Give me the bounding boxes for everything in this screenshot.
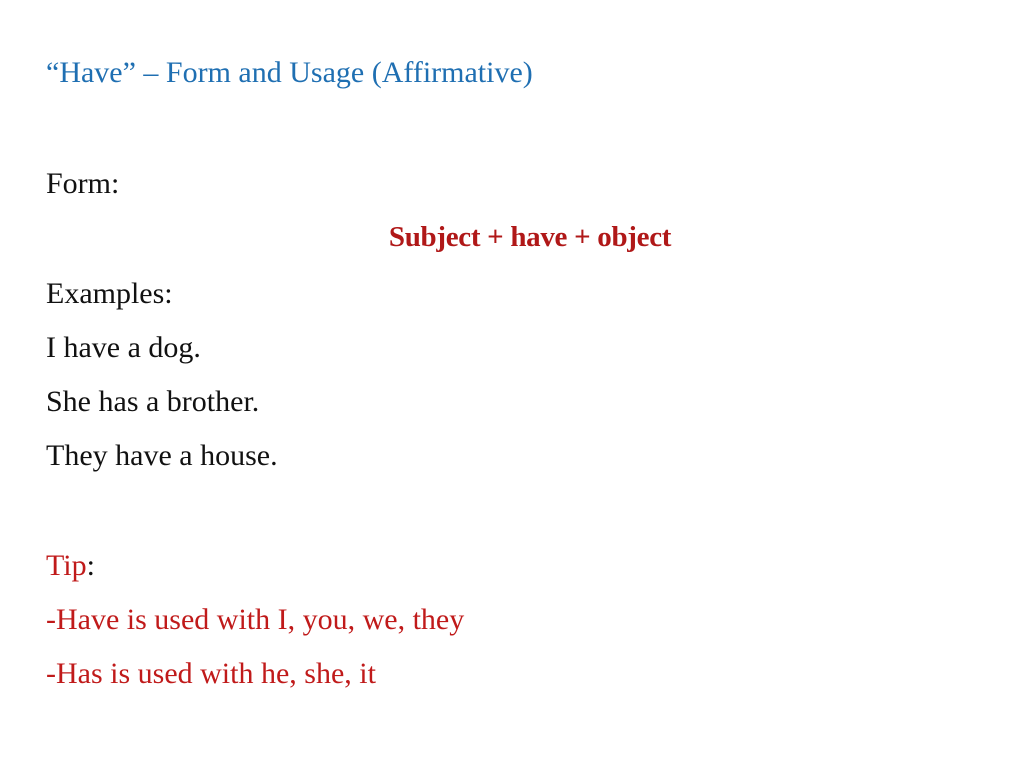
slide-title: “Have” – Form and Usage (Affirmative) xyxy=(46,56,533,89)
form-label: Form: xyxy=(46,167,120,200)
tip-label: Tip xyxy=(46,549,87,582)
formula: Subject + have + object xyxy=(388,221,672,253)
examples-label: Examples: xyxy=(46,277,173,310)
example-item: They have a house. xyxy=(46,439,278,472)
example-item: She has a brother. xyxy=(46,385,260,418)
tip-heading xyxy=(46,548,95,584)
tip-colon: : xyxy=(86,549,95,582)
tip-item: -Have is used with I, you, we, they xyxy=(46,603,465,636)
tip-item: -Has is used with he, she, it xyxy=(46,657,376,690)
example-item: I have a dog. xyxy=(46,331,201,364)
